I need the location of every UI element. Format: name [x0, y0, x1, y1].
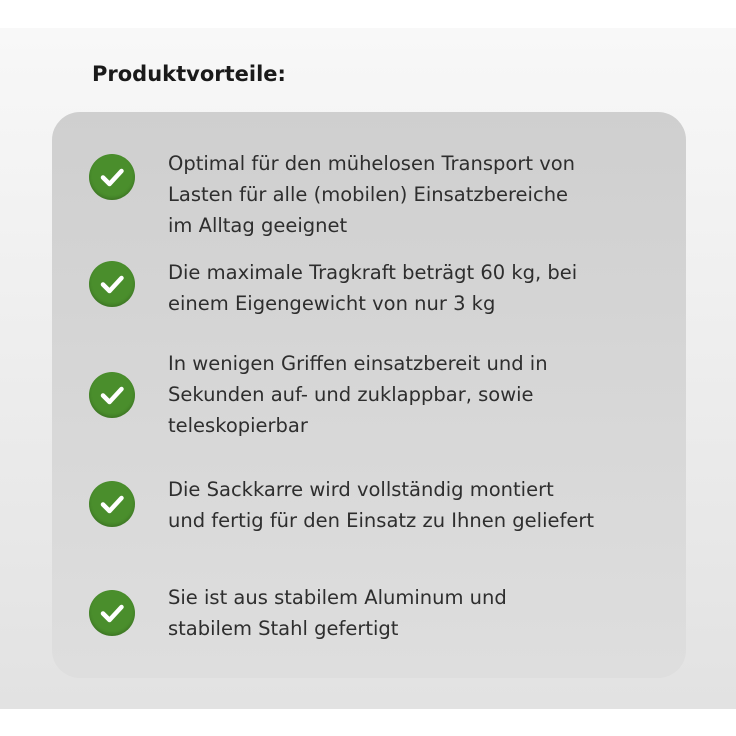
benefit-text: Sie ist aus stabilem Aluminum und stabilem Stahl gefertigt: [168, 586, 507, 640]
benefit-text: Die maximale Tragkraft beträgt 60 kg, bei einem Eigengewicht von nur 3 kg: [168, 261, 578, 315]
checkmark-icon: [89, 372, 135, 418]
checkmark-icon: [89, 261, 135, 307]
background-panel: [0, 28, 736, 709]
benefits-card: [52, 112, 686, 678]
benefit-text: In wenigen Griffen einsatzbereit und in Sekunden auf- und zuklappbar, sowie teleskopierbar: [168, 352, 548, 437]
checkmark-icon: [89, 481, 135, 527]
checkmark-icon: [89, 590, 135, 636]
section-heading: Produktvorteile:: [92, 62, 286, 86]
benefit-text: Die Sackkarre wird vollständig montiert und fertig für den Einsatz zu Ihnen geliefert: [168, 478, 595, 532]
benefit-text: Optimal für den mühelosen Transport von Lasten für alle (mobilen) Einsatzbereiche im Alltag geeignet: [168, 152, 576, 237]
checkmark-icon: [89, 154, 135, 200]
